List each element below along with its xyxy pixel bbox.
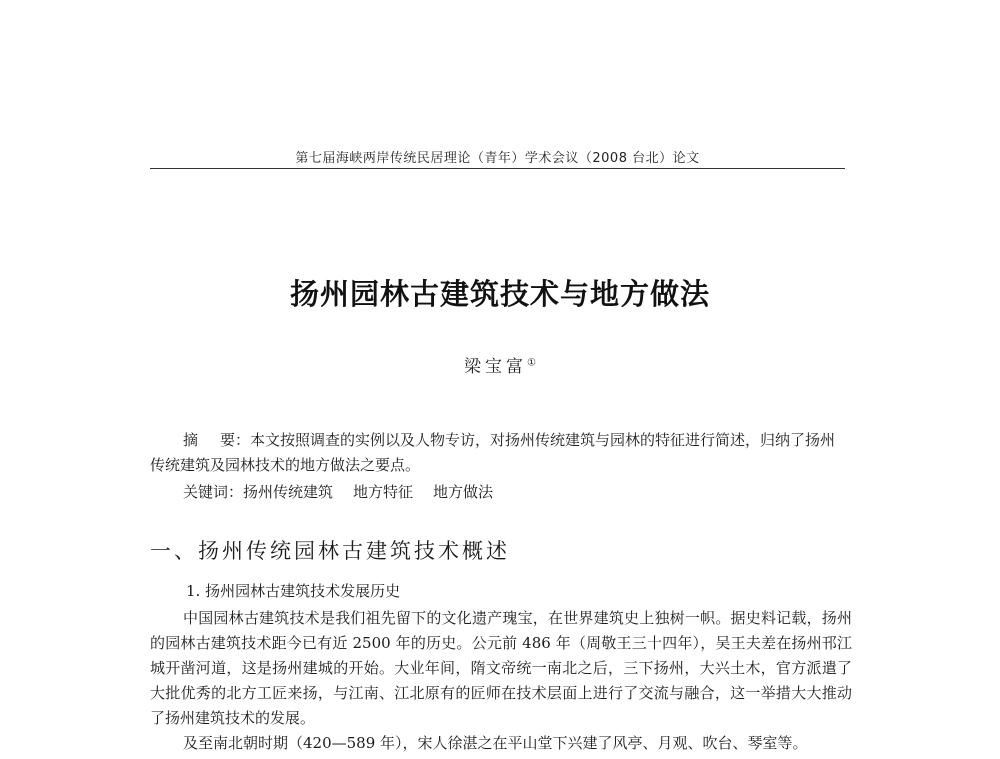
header-rule [150,168,845,169]
keywords-line [150,480,850,505]
keyword-item: 地方特征 [353,483,414,501]
keyword-item: 扬州传统建筑 [243,483,334,501]
author-footnote-marker: ① [527,357,536,369]
body-paragraph: 及至南北朝时期（420—589 年），宋人徐湛之在平山堂下兴建了风亭、月观、吹台、琴室等。 [183,734,808,752]
article-title: 扬州园林古建筑技术与地方做法 [289,277,710,311]
author-line [0,352,1000,377]
abstract-label-char-1: 摘 [183,431,199,449]
keywords-label: 关键词： [183,483,244,501]
author-name: 梁宝富 [464,357,528,377]
abstract-label [183,431,250,449]
abstract-paragraph [150,428,850,478]
abstract-text: 本文按照调查的实例以及人物专访，对扬州传统建筑与园林的特征进行简述，归纳了扬州传统建筑及园林技术的地方做法之要点。 [150,431,836,474]
abstract-block [150,428,850,505]
section-heading: 一、扬州传统园林古建筑技术概述 [150,539,510,563]
keyword-item: 地方做法 [433,483,494,501]
running-header: 第七届海峡两岸传统民居理论（青年）学术会议（2008 台北）论文 [295,151,700,166]
body-paragraph: 中国园林古建筑技术是我们祖先留下的文化遗产瑰宝，在世界建筑史上独树一帜。据史料记载，扬州的园林古建筑技术距今已有近 2500 年的历史。公元前 486 年（周敬王三十四年），吴王夫差在扬州邗江城开凿河道，这是扬州建城的开始。大业年间，隋文帝统一南北之后，三下扬州，大兴土木，官方派遣了大批优秀的北方工匠来扬，与江南、江北原有的匠师在技术层面上进行了交流与融合，这一举措大大推动了扬州建筑技术的发展。 [150,609,852,727]
abstract-label-char-2: 要： [220,431,251,449]
subsection-heading: 1. 扬州园林古建筑技术发展历史 [186,582,401,600]
body-text [150,606,852,756]
